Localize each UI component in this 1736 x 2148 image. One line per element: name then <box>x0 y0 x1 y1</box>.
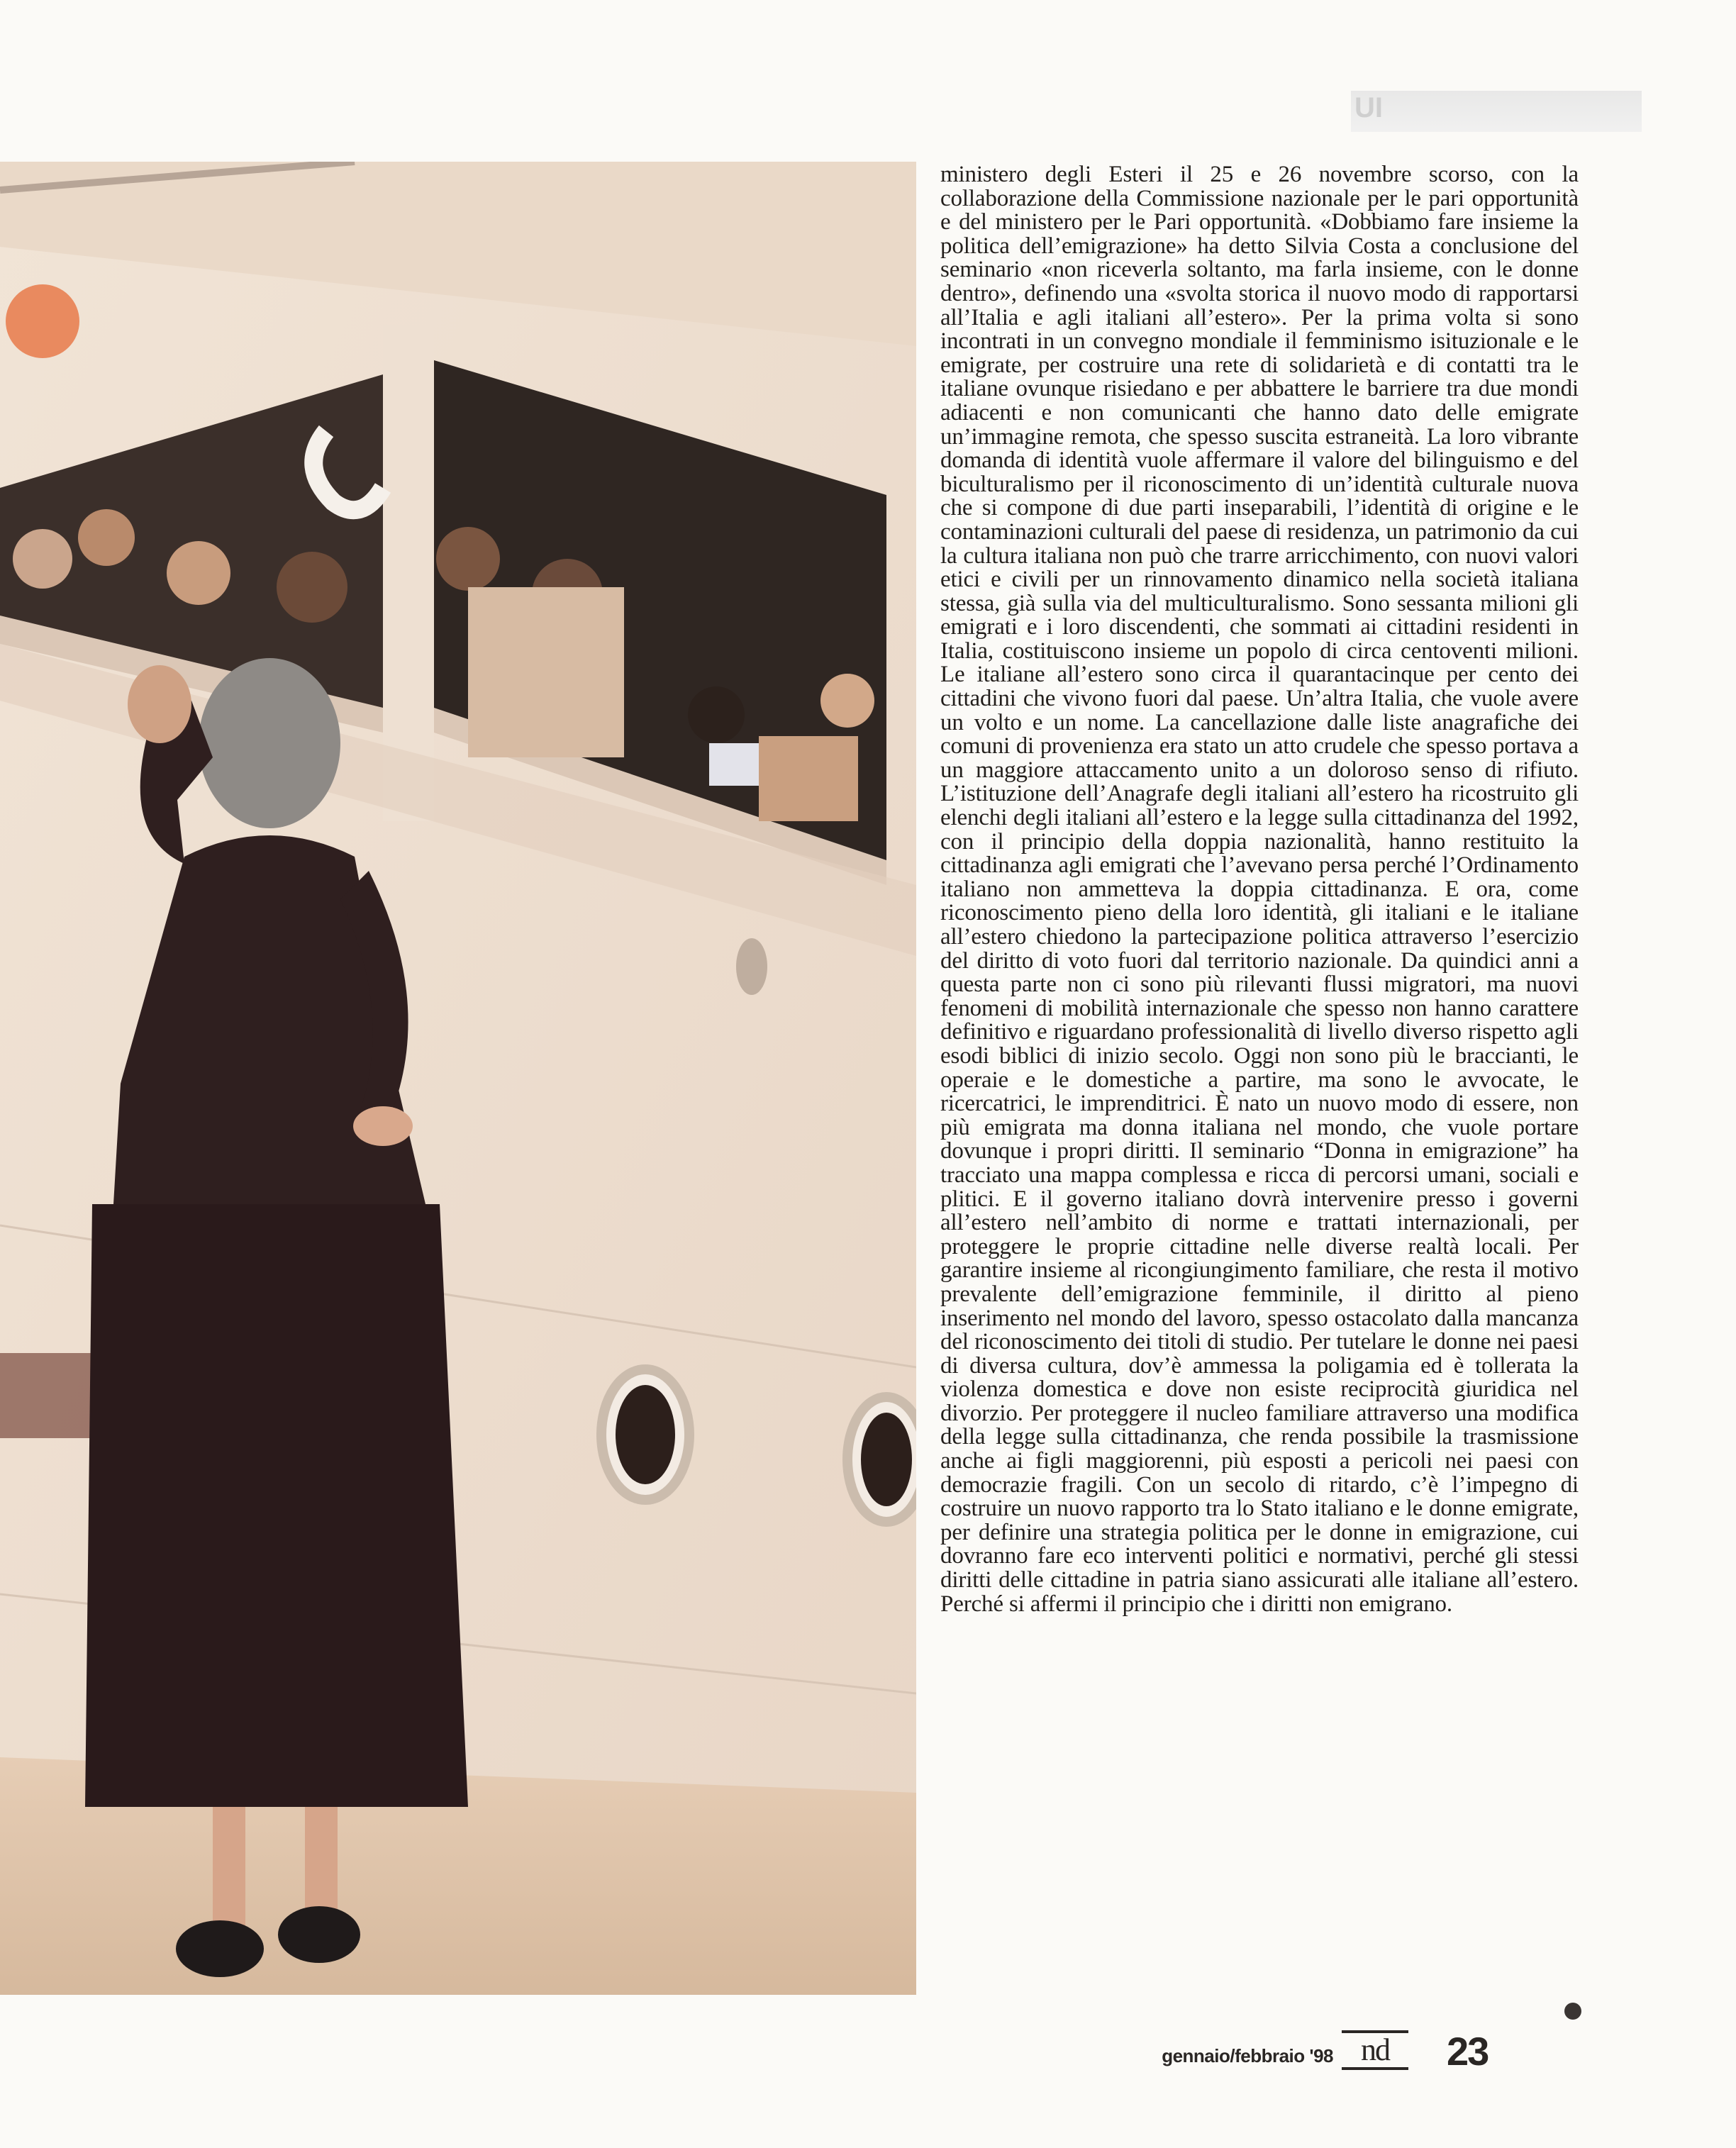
facing-page-ghost-letters: UI <box>1354 92 1383 123</box>
magazine-logo <box>1342 2030 1408 2070</box>
page-number: 23 <box>1447 2029 1489 2074</box>
article-text: ministero degli Esteri il 25 e 26 novembre scorso, con la collaborazione della Commissione nazionale per le pari opportunità e del ministero per le Pari opportunità. «Dobbiamo fare insieme la politica dell’emigrazione» ha detto Silvia Costa a conclusione del seminario «non riceverla soltanto, ma farla insieme, con le donne dentro», definendo una «svolta storica il nuovo modo di rapportarsi all’Italia e agli italiani all’estero». Per la prima volta si sono incontrati in un convegno mondiale il femminismo isituzionale e le emigrate, per costruire una rete di solidarietà e di contatti tra le italiane ovunque risiedano e per abbattere le barriere tra due mondi adiacenti e non comunicanti che hanno dato delle emigrate un’immagine remota, che spesso suscita estraneità. La loro vibrante domanda di identità vuole affermare il valore del bilinguismo e del biculturalismo per il riconoscimento di un’identità culturale nuova che si compone di due parti inseparabili, l’identità di origine e le contaminazioni culturali del paese di residenza, un patrimonio da cui la cultura italiana non può che trarre arricchimento, con nuovi valori etici e civili per un rinnovamento dinamico nella società italiana stessa, già sulla via del multiculturalismo. Sono sessanta milioni gli emigrati e i loro discendenti, che sommati ai cittadini residenti in Italia, costituiscono insieme un popolo di circa centoventi milioni. Le italiane all’estero sono circa il quarantacinque per cento dei cittadini che vivono fuori dal paese. Un’altra Italia, che vuole avere un volto e un nome. La cancellazione dalle liste anagrafiche dei comuni di provenienza era stato un atto crudele che spesso portava a un maggiore attaccamento unito a un doloroso senso di rifiuto. L’istituzione dell’Anagrafe degli italiani all’estero ha ricostruito gli elenchi degli italiani all’estero e la legge sulla cittadinanza del 1992, con il principio della doppia nazionalità, hanno restituito la cittadinanza agli emigrati che l’avevano persa perché l’Ordinamento italiano non ammetteva la doppia cittadinanza. E ora, come riconoscimento pieno della loro identità, gli italiani e le italiane all’estero chiedono la partecipazione politica attraverso l’esercizio del diritto di voto fuori dal territorio nazionale. Da quindici anni a questa parte non ci sono più rilevanti flussi migratori, ma nuovi fenomeni di mobilità internazionale che spesso non hanno carattere definitivo e riguardano professionalità di livello diverso rispetto agli esodi biblici di inizio secolo. Oggi non sono più le braccianti, le operaie e le domestiche a partire, ma sono le avvocate, le ricercatrici, le imprenditrici. È nato un nuovo modo di essere, non più emigrata ma donna italiana nel mondo, che vuole portare dovunque i propri diritti. Il seminario “Donna in emigrazione” ha tracciato una mappa complessa e ricca di percorsi umani, sociali e plitici. E il governo italiano dovrà intervenire presso i governi all’estero nell’ambito di norme e trattati internazionali, per proteggere le proprie cittadine nelle diverse realtà locali. Per garantire insieme al ricongiungimento familiare, che resta il motivo prevalente dell’emigrazione femminile, il diritto al pieno inserimento nel mondo del lavoro, spesso ostacolato dalla mancanza del riconoscimento dei titoli di studio. Per tutelare le donne nei paesi di diversa cultura, dov’è ammessa la poligamia ed è tollerata la violenza domestica e dove non esiste reciprocità giuridica nel divorzio. Per proteggere il nucleo familiare attraverso una modifica della legge sulla cittadinanza, che renda possibile la trasmissione anche ai figli maggiorenni, più esposti a pericoli nei paesi con democrazie fragili. Con un secolo di ritardo, c’è l’impegno di costruire un nuovo rapporto tra lo Stato italiano e le donne emigrate, per definire una strategia politica per le donne in emigrazione, cui dovranno fare eco interventi politici e normativi, perché gli stessi diritti delle cittadine in patria siano assicurati alle italiane all’estero. Perché si affermi il principio che i diritti non emigrano. <box>940 162 1579 1617</box>
ship-farewell-photo <box>0 162 916 1995</box>
footer-issue-date: gennaio/febbraio '98 <box>1162 2045 1333 2066</box>
magazine-logo-text: nd <box>1361 2032 1389 2067</box>
facing-page-ghost-bar <box>1351 91 1642 132</box>
end-of-article-dot <box>1564 2003 1581 2020</box>
article-body <box>940 163 1579 1616</box>
photo-illustration <box>0 162 916 1995</box>
